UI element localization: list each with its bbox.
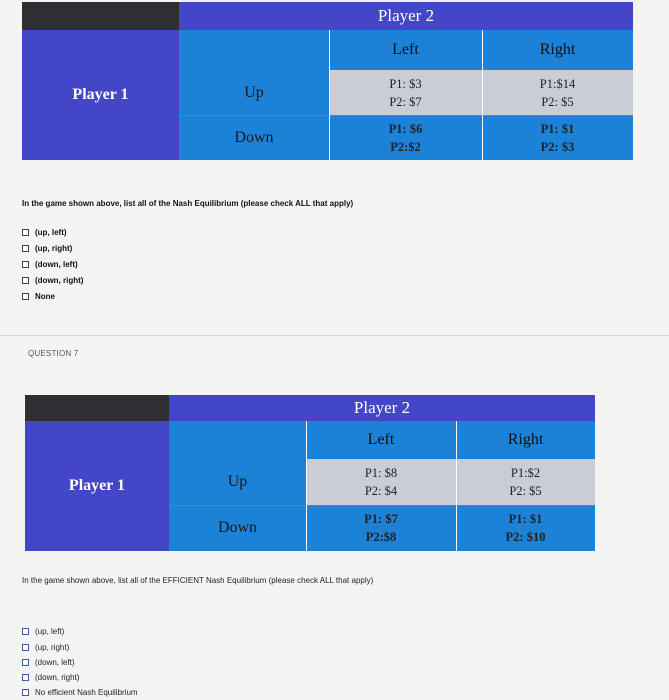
table1-cell-down-left — [329, 115, 482, 160]
payoff-p2: P2: $3 — [540, 139, 575, 154]
table2-player2-label: Player 2 — [353, 398, 411, 417]
payoff-p1: P1:$14 — [539, 76, 576, 91]
table1-blank-corner — [179, 30, 329, 70]
table1-down-label: Down — [234, 128, 274, 146]
table2-col-divider — [456, 421, 457, 551]
table1-cell-up-right — [482, 70, 633, 115]
table1-col-divider — [482, 30, 483, 160]
table2-cell-up-left — [306, 459, 456, 505]
checkbox[interactable] — [22, 293, 29, 300]
table1-down-row-header — [179, 115, 329, 160]
payoff-p1: P1: $6 — [388, 121, 423, 136]
table2-player2-header — [169, 395, 595, 421]
table2-cell-down-right — [456, 505, 595, 551]
table1-col-divider — [329, 30, 330, 160]
option-down-right[interactable] — [22, 276, 83, 285]
table1-corner — [22, 2, 179, 30]
checkbox[interactable] — [22, 644, 29, 651]
option-label: (up, left) — [35, 228, 67, 237]
table2-up-label: Up — [227, 473, 248, 490]
checkbox[interactable] — [22, 689, 29, 696]
checkbox[interactable] — [22, 261, 29, 268]
table2-corner — [25, 395, 169, 421]
payoff-p2: P2: $5 — [541, 94, 574, 109]
checkbox[interactable] — [22, 229, 29, 236]
checkbox[interactable] — [22, 674, 29, 681]
option-label: (down, right) — [35, 673, 80, 682]
table1-left-header — [329, 30, 482, 70]
option-up-right[interactable] — [22, 643, 69, 652]
option-none[interactable] — [22, 292, 55, 301]
table1-player1-label: Player 1 — [72, 86, 129, 103]
question7-prompt: In the game shown above, list all of the EFFICIENT Nash Equilibrium (please check ALL that apply) — [22, 576, 374, 585]
section-divider — [0, 335, 669, 336]
table2-row-divider — [169, 505, 595, 506]
checkbox[interactable] — [22, 628, 29, 635]
payoff-p1: P1: $1 — [508, 512, 543, 526]
table1-right-header — [482, 30, 633, 70]
payoff-p1: P1: $3 — [389, 76, 422, 91]
option-label: (down, left) — [35, 658, 75, 667]
table2-player1-header — [25, 421, 169, 551]
option-down-left[interactable] — [22, 260, 78, 269]
table1-right-label: Right — [539, 41, 576, 58]
checkbox[interactable] — [22, 659, 29, 666]
table1-up-row-header — [179, 70, 329, 115]
table2-cell-up-right — [456, 459, 595, 505]
table1-row-divider — [179, 115, 633, 116]
table1-cell-down-right — [482, 115, 633, 160]
payoff-p2: P2:$2 — [390, 139, 421, 154]
table2-down-row-header — [169, 505, 306, 551]
option-label: (up, right) — [35, 643, 70, 652]
table1-player2-header — [179, 2, 633, 30]
table1-left-label: Left — [392, 41, 419, 58]
payoff-p2: P2: $10 — [505, 530, 546, 544]
table2-down-label: Down — [217, 519, 258, 536]
option-down-right[interactable] — [22, 673, 79, 682]
payoff-p2: P2: $4 — [364, 484, 398, 498]
table2-cell-down-left — [306, 505, 456, 551]
table2-right-header — [456, 421, 595, 459]
payoff-p1: P1: $1 — [540, 121, 575, 136]
option-label: (down, right) — [35, 276, 84, 285]
checkbox[interactable] — [22, 245, 29, 252]
table1-player2-label: Player 2 — [377, 6, 435, 25]
option-label: (down, left) — [35, 260, 78, 269]
table2-right-label: Right — [507, 431, 544, 448]
option-label: None — [35, 292, 55, 301]
option-label: (up, left) — [35, 627, 65, 636]
checkbox[interactable] — [22, 277, 29, 284]
table2-left-label: Left — [367, 431, 395, 448]
payoff-p2: P2: $7 — [389, 94, 422, 109]
table1-up-label: Up — [244, 83, 264, 101]
option-up-right[interactable] — [22, 244, 72, 253]
question6-prompt: In the game shown above, list all of the Nash Equilibrium (please check ALL that apply) — [22, 199, 354, 208]
payoff-p1: P1: $7 — [364, 512, 398, 526]
table2-player1-label: Player 1 — [68, 477, 126, 494]
payoff-p1: P1:$2 — [510, 466, 541, 480]
table1-cell-up-left — [329, 70, 482, 115]
table2-up-row-header — [169, 459, 306, 505]
option-no-efficient[interactable] — [22, 688, 138, 697]
option-down-left[interactable] — [22, 658, 75, 667]
question7-label: QUESTION 7 — [28, 349, 79, 358]
table1-player1-header — [22, 30, 179, 160]
table2-blank-corner — [169, 421, 306, 459]
table2-col-divider — [306, 421, 307, 551]
payoff-p1: P1: $8 — [364, 466, 398, 480]
option-up-left[interactable] — [22, 228, 67, 237]
payoff-p2: P2:$8 — [365, 530, 397, 544]
payoff-p2: P2: $5 — [509, 484, 542, 498]
option-up-left[interactable] — [22, 627, 64, 636]
table2-left-header — [306, 421, 456, 459]
option-label: (up, right) — [35, 244, 73, 253]
option-label: No efficient Nash Equilibrium — [35, 688, 138, 697]
